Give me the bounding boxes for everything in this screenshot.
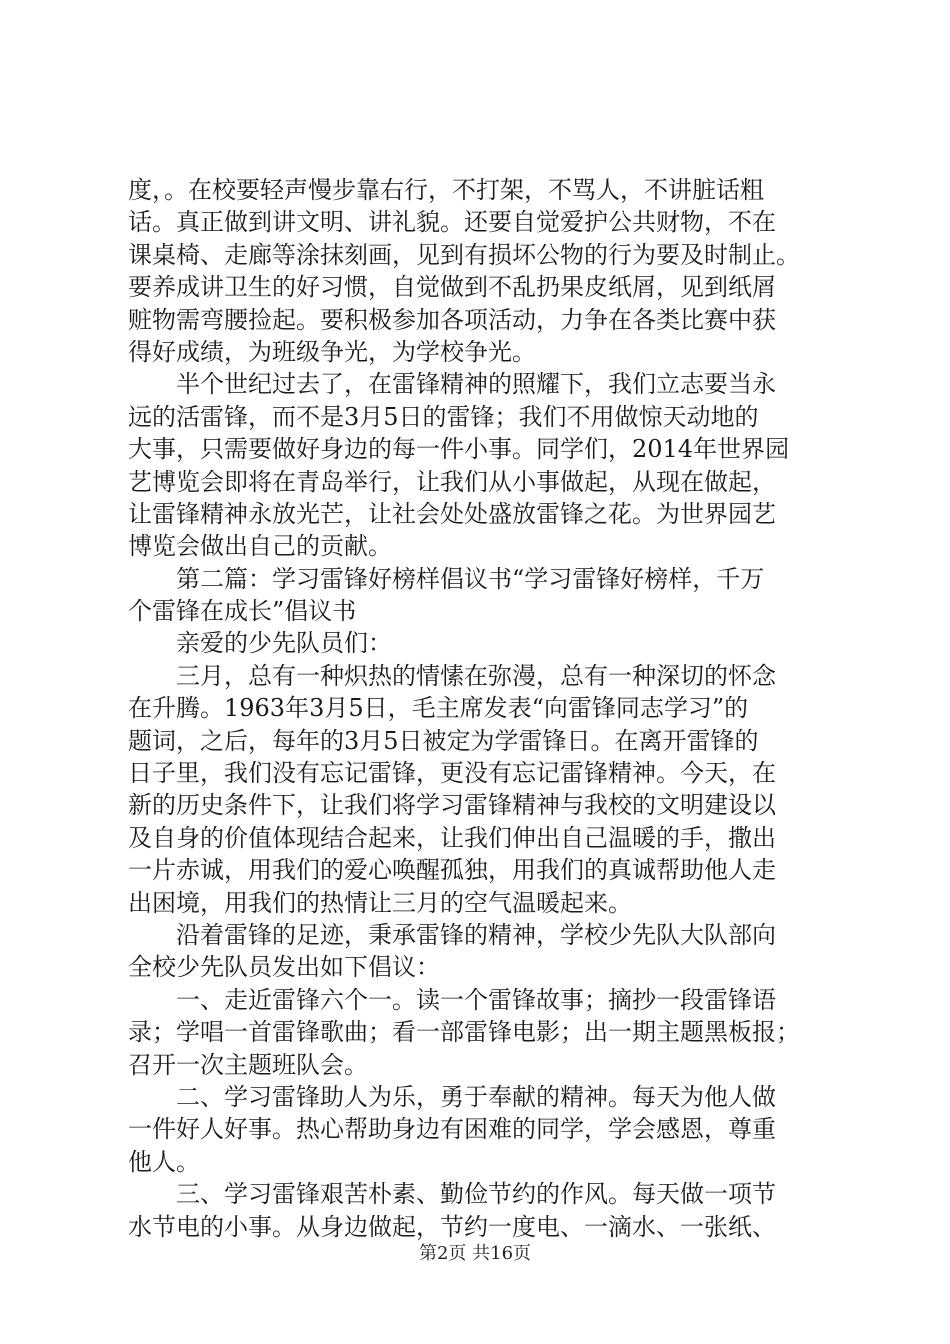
- text-line: 一片赤诚，用我们的爱心唤醒孤独，用我们的真诚帮助他人走: [128, 856, 776, 885]
- text-line: 话。真正做到讲文明、讲礼貌。还要自觉爱护公共财物，不在: [128, 208, 776, 237]
- text-line: 第二篇：学习雷锋好榜样倡议书“学习雷锋好榜样，千万: [128, 564, 765, 593]
- text-line: 新的历史条件下，让我们将学习雷锋精神与我校的文明建设以: [128, 791, 776, 820]
- text-line: 赃物需弯腰捡起。要积极参加各项活动，力争在各类比赛中获: [128, 305, 776, 334]
- text-line: 题词，之后，每年的3月5日被定为学雷锋日。在离开雷锋的: [128, 726, 759, 755]
- text-line: 二、学习雷锋助人为乐，勇于奉献的精神。每天为他人做: [128, 1082, 776, 1111]
- text-line: 三月，总有一种炽热的情愫在弥漫，总有一种深切的怀念: [128, 661, 776, 690]
- text-line: 亲爱的少先队员们：: [128, 629, 392, 658]
- document-body: [128, 174, 828, 1243]
- text-line: 水节电的小事。从身边做起，节约一度电、一滴水、一张纸、: [128, 1212, 776, 1241]
- text-line: 在升腾。1963年3月5日，毛主席发表“向雷锋同志学习”的: [128, 694, 749, 723]
- text-line: 大事，只需要做好身边的每一件小事。同学们，2014年世界园: [128, 435, 790, 464]
- text-line: 三、学习雷锋艰苦朴素、勤俭节约的作风。每天做一项节: [128, 1180, 776, 1209]
- text-line: 远的活雷锋，而不是3月5日的雷锋；我们不用做惊天动地的: [128, 402, 759, 431]
- text-line: 录；学唱一首雷锋歌曲；看一部雷锋电影；出一期主题黑板报；: [128, 1018, 800, 1047]
- text-line: 沿着雷锋的足迹，秉承雷锋的精神，学校少先队大队部向: [128, 920, 776, 949]
- text-line: 度，。在校要轻声慢步靠右行，不打架，不骂人，不讲脏话粗: [128, 176, 764, 204]
- text-line: 一件好人好事。热心帮助身边有困难的同学，学会感恩，尊重: [128, 1115, 776, 1144]
- text-line: 课桌椅、走廊等涂抹刻画，见到有损坏公物的行为要及时制止。: [128, 240, 800, 269]
- text-line: 博览会做出自己的贡献。: [128, 532, 392, 561]
- page-footer: 第2页 共16页: [418, 1243, 532, 1264]
- text-line: 半个世纪过去了，在雷锋精神的照耀下，我们立志要当永: [128, 370, 776, 399]
- text-line: 一、走近雷锋六个一。读一个雷锋故事；摘抄一段雷锋语: [128, 985, 776, 1014]
- text-line: 要养成讲卫生的好习惯，自觉做到不乱扔果皮纸屑，见到纸屑: [128, 273, 776, 302]
- text-line: 出困境，用我们的热情让三月的空气温暖起来。: [128, 888, 632, 917]
- text-line: 得好成绩，为班级争光，为学校争光。: [128, 337, 536, 366]
- text-line: 个雷锋在成长”倡议书: [128, 597, 357, 626]
- text-line: 日子里，我们没有忘记雷锋，更没有忘记雷锋精神。今天，在: [128, 759, 776, 788]
- text-line: 艺博览会即将在青岛举行，让我们从小事做起，从现在做起，: [128, 467, 776, 496]
- text-line: 召开一次主题班队会。: [128, 1050, 368, 1079]
- text-line: 让雷锋精神永放光芒，让社会处处盛放雷锋之花。为世界园艺: [128, 499, 776, 528]
- text-line: 全校少先队员发出如下倡议：: [128, 953, 440, 982]
- text-line: 及自身的价值体现结合起来，让我们伸出自己温暖的手，撒出: [128, 823, 776, 852]
- text-line: 他人。: [128, 1147, 200, 1176]
